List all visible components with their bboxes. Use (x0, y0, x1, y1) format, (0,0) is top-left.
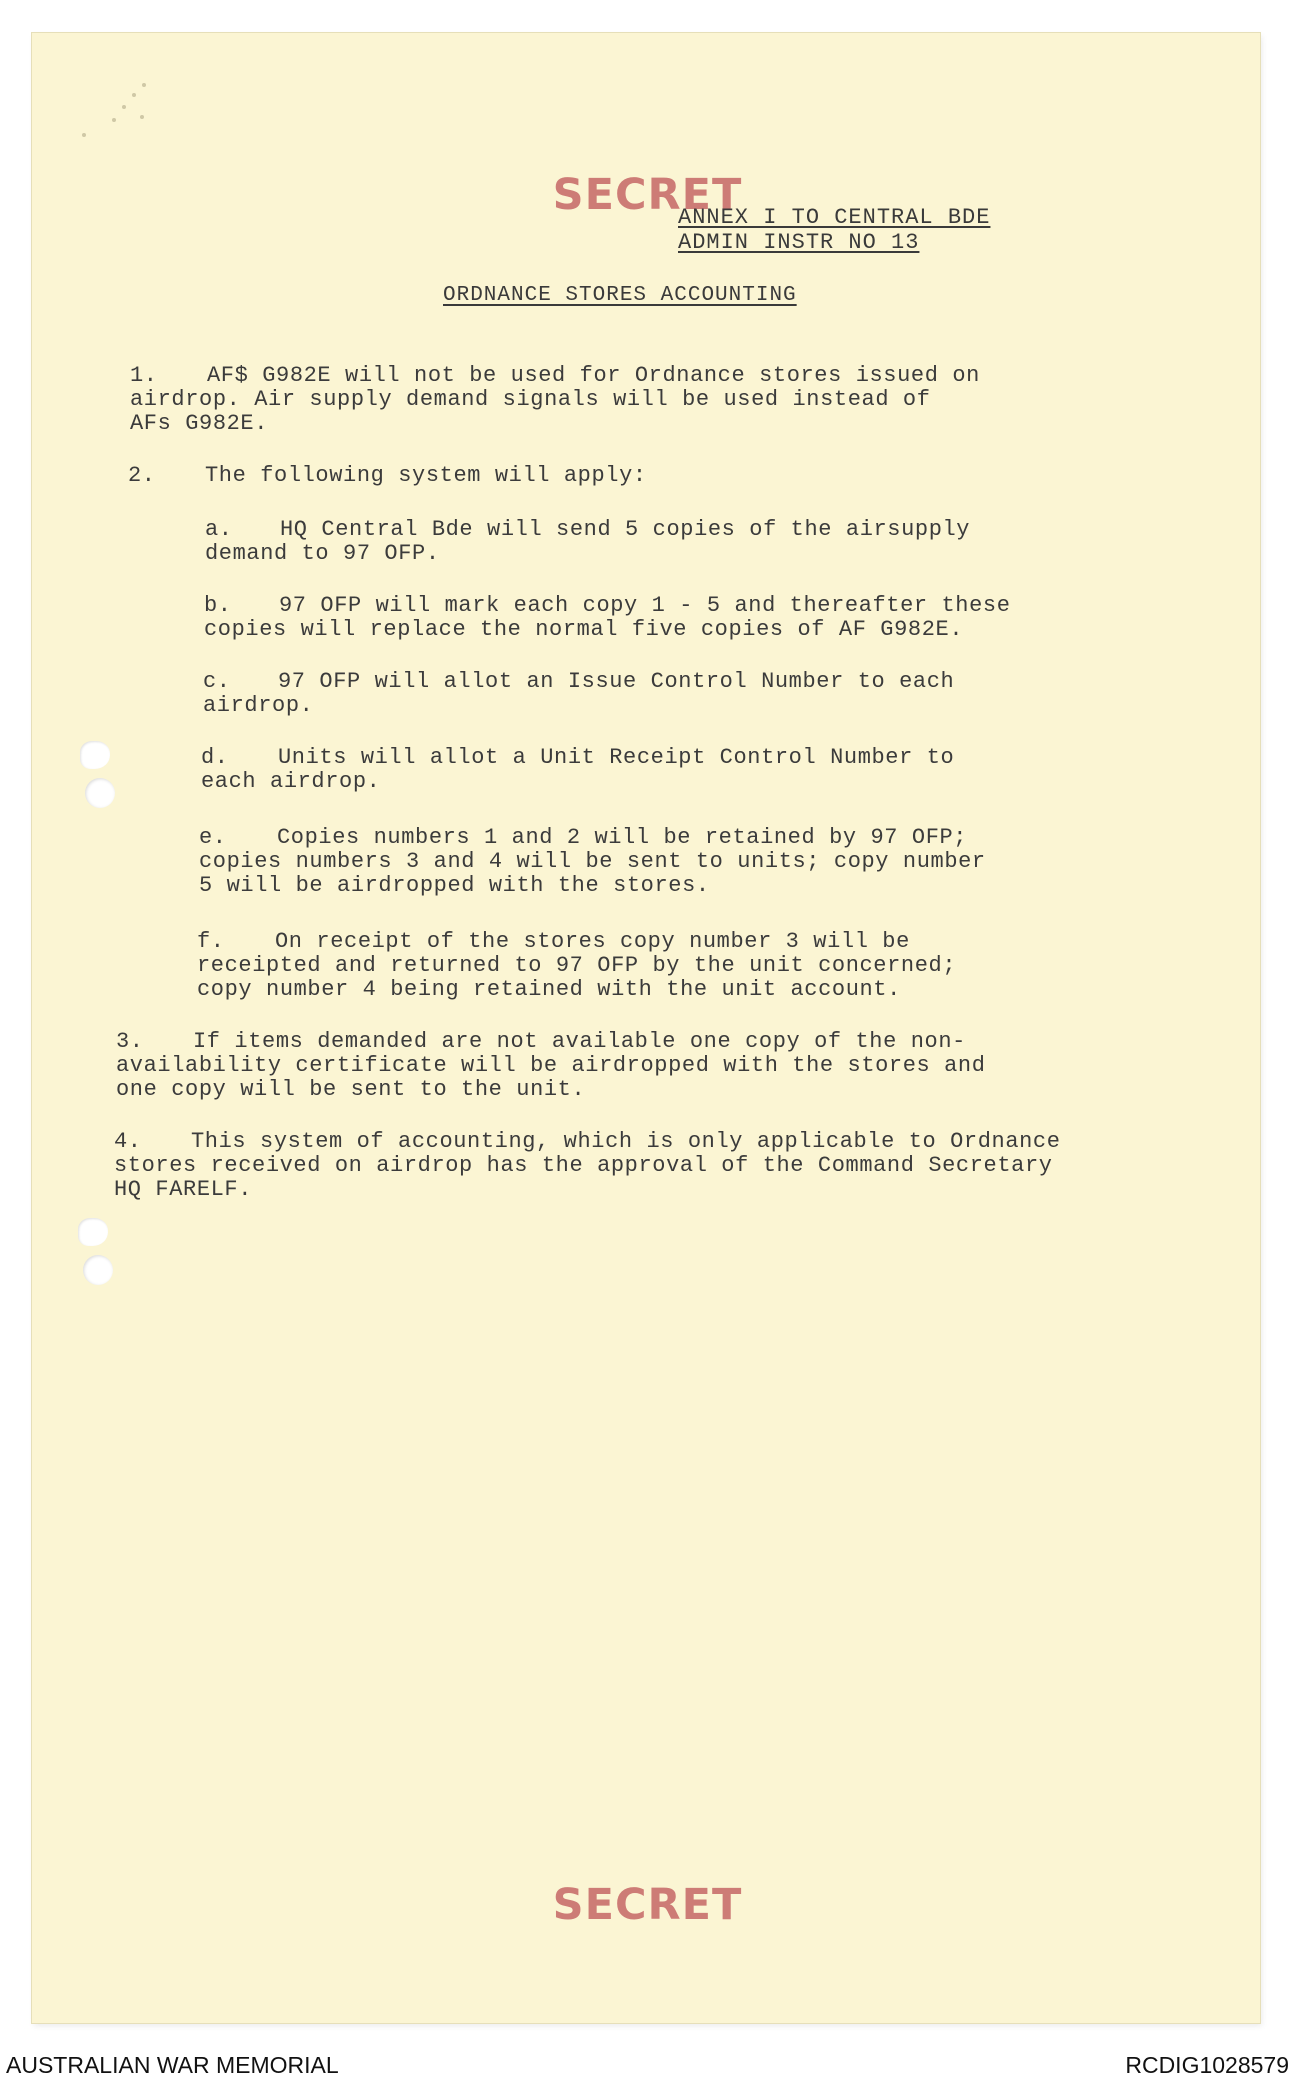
secret-stamp-bottom: SECRET (552, 1880, 743, 1930)
paragraph-line: stores received on airdrop has the approval of the Command Secretary (114, 1153, 1053, 1178)
punch-hole (83, 1255, 113, 1285)
subparagraph-label: e. (199, 825, 227, 850)
paragraph-line: AFs G982E. (130, 411, 269, 436)
paragraph-line: HQ Central Bde will send 5 copies of the airsupply (280, 517, 971, 542)
punch-hole-torn (78, 1218, 108, 1246)
punch-hole (85, 778, 115, 808)
subparagraph-d (201, 746, 954, 794)
paragraph-line: airdrop. (203, 693, 314, 718)
annex-reference (678, 205, 990, 255)
paragraph-line: AF$ G982E will not be used for Ordnance stores issued on (207, 363, 980, 388)
footer-institution: AUSTRALIAN WAR MEMORIAL (6, 2052, 339, 2078)
subparagraph-label: a. (205, 517, 233, 542)
subparagraph-label: f. (197, 929, 225, 954)
staple-mark (140, 115, 144, 119)
subparagraph-label: d. (201, 745, 229, 770)
staple-mark (142, 83, 146, 87)
paragraph-line: Copies numbers 1 and 2 will be retained by 97 OFP; (277, 825, 968, 850)
subparagraph-label: c. (203, 669, 231, 694)
annex-line-1: ANNEX I TO CENTRAL BDE (678, 205, 991, 230)
paragraph-line: copies will replace the normal five copies of AF G982E. (204, 617, 964, 642)
paragraph-line: HQ FARELF. (114, 1177, 253, 1202)
paragraph-line: 97 OFP will mark each copy 1 - 5 and thereafter these (279, 593, 1011, 618)
paragraph-line: copies numbers 3 and 4 will be sent to units; copy number (199, 849, 986, 874)
paragraph-number: 2. (128, 463, 156, 488)
paragraph-line: 97 OFP will allot an Issue Control Number to each (278, 669, 955, 694)
paragraph-line: each airdrop. (201, 769, 381, 794)
paragraph-line: airdrop. Air supply demand signals will be used instead of (130, 387, 931, 412)
paragraph-line: availability certificate will be airdropped with the stores and (116, 1053, 986, 1078)
paragraph-3 (116, 1030, 986, 1102)
staple-mark (132, 93, 136, 97)
paragraph-line: If items demanded are not available one copy of the non- (193, 1029, 966, 1054)
subparagraph-label: b. (204, 593, 232, 618)
paragraph-line: copy number 4 being retained with the unit account. (197, 977, 901, 1002)
subparagraph-e (199, 826, 986, 898)
subparagraph-c (203, 670, 954, 718)
paragraph-line: demand to 97 OFP. (205, 541, 440, 566)
paragraph-2 (128, 464, 647, 488)
paragraph-number: 4. (114, 1129, 142, 1154)
paragraph-line: 5 will be airdropped with the stores. (199, 873, 710, 898)
paragraph-line: one copy will be sent to the unit. (116, 1077, 586, 1102)
staple-mark (112, 118, 116, 122)
annex-line-2: ADMIN INSTR NO 13 (678, 230, 920, 255)
paragraph-4 (114, 1130, 1061, 1202)
subparagraph-a (205, 518, 970, 566)
paragraph-line: On receipt of the stores copy number 3 will be (275, 929, 910, 954)
staple-mark (82, 133, 86, 137)
paragraph-number: 1. (130, 363, 158, 388)
staple-mark (122, 105, 126, 109)
document-page (32, 33, 1260, 2023)
paragraph-line: Units will allot a Unit Receipt Control Number to (278, 745, 955, 770)
document-subject: ORDNANCE STORES ACCOUNTING (443, 284, 797, 307)
footer-record-id: RCDIG1028579 (1125, 2052, 1289, 2078)
punch-hole-torn (80, 741, 110, 769)
paragraph-1 (130, 364, 980, 436)
paragraph-line: receipted and returned to 97 OFP by the unit concerned; (197, 953, 957, 978)
paragraph-line: The following system will apply: (205, 463, 647, 488)
subparagraph-b (204, 594, 1011, 642)
paragraph-line: This system of accounting, which is only applicable to Ordnance (191, 1129, 1061, 1154)
secret-stamp-top: SECRET (552, 170, 743, 220)
subparagraph-f (197, 930, 956, 1002)
paragraph-number: 3. (116, 1029, 144, 1054)
